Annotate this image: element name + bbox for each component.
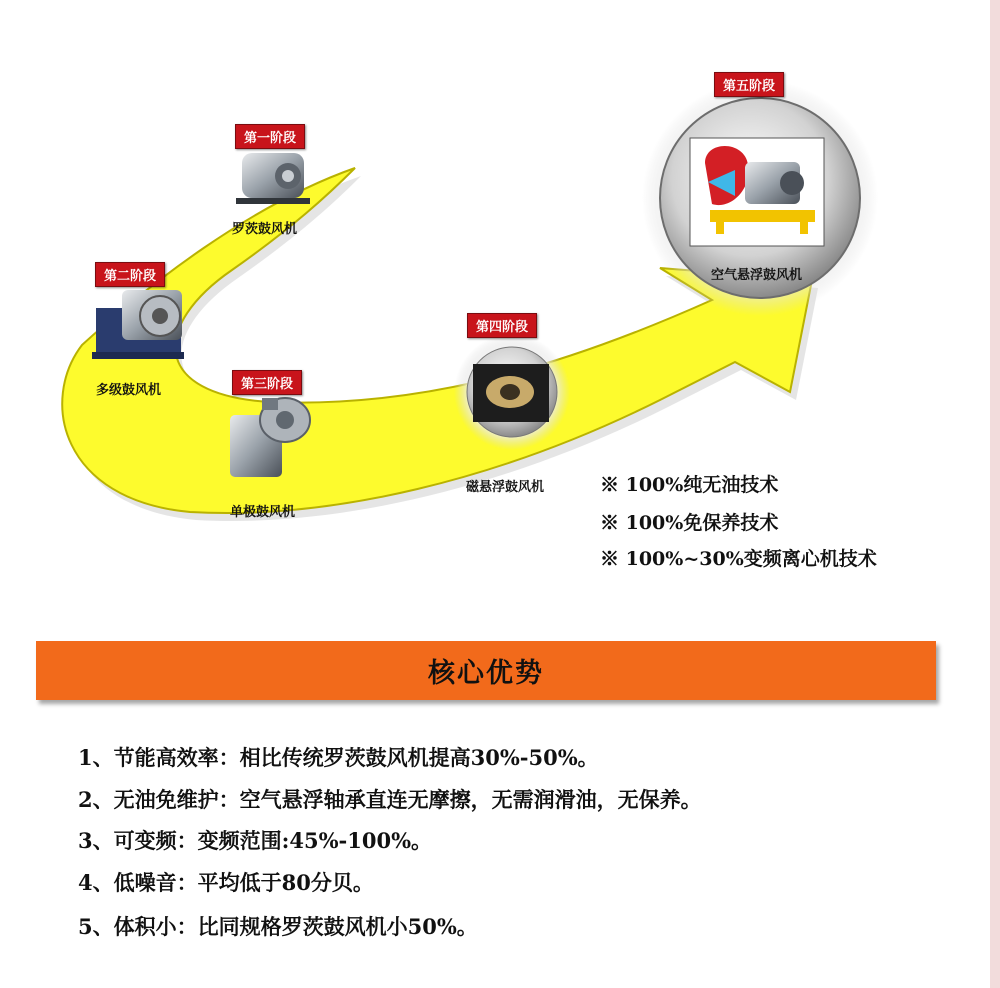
- stage-2-tag: 第二阶段: [95, 262, 165, 287]
- feature-oil-free: ※ 100%纯无油技术: [600, 474, 779, 496]
- maglev-blower-image: [454, 334, 570, 450]
- banner-title: 核心优势: [428, 658, 544, 689]
- stage-1-tag: 第一阶段: [235, 124, 305, 149]
- advantage-item-3: 3、可变频：变频范围:45%-100%。: [78, 828, 433, 853]
- advantage-item-2: 2、无油免维护：空气悬浮轴承直连无摩擦，无需润滑油，无保养。: [78, 787, 702, 812]
- advantage-item-1: 1、节能高效率：相比传统罗茨鼓风机提高30%-50%。: [78, 745, 599, 770]
- core-advantages-banner: [36, 641, 936, 700]
- stage-5-machine-label: 空气悬浮鼓风机: [711, 268, 803, 283]
- stage-2-machine-label: 多级鼓风机: [96, 383, 162, 398]
- stage-3-tag: 第三阶段: [232, 370, 302, 395]
- feature-maintenance-free: ※ 100%免保养技术: [600, 512, 779, 534]
- feature-variable-frequency: ※ 100%~30%变频离心机技术: [600, 548, 877, 570]
- advantage-item-5: 5、体积小：比同规格罗茨鼓风机小50%。: [78, 914, 478, 939]
- advantage-item-4: 4、低噪音：平均低于80分贝。: [78, 870, 374, 895]
- stage-3-machine-label: 单极鼓风机: [230, 505, 296, 520]
- stage-4-machine-label: 磁悬浮鼓风机: [466, 480, 545, 495]
- stage-1-machine-label: 罗茨鼓风机: [232, 222, 298, 237]
- multistage-blower-image: [92, 290, 184, 359]
- stage-5-tag: 第五阶段: [714, 72, 784, 97]
- stage-4-tag: 第四阶段: [467, 313, 537, 338]
- roots-blower-image: [236, 153, 310, 204]
